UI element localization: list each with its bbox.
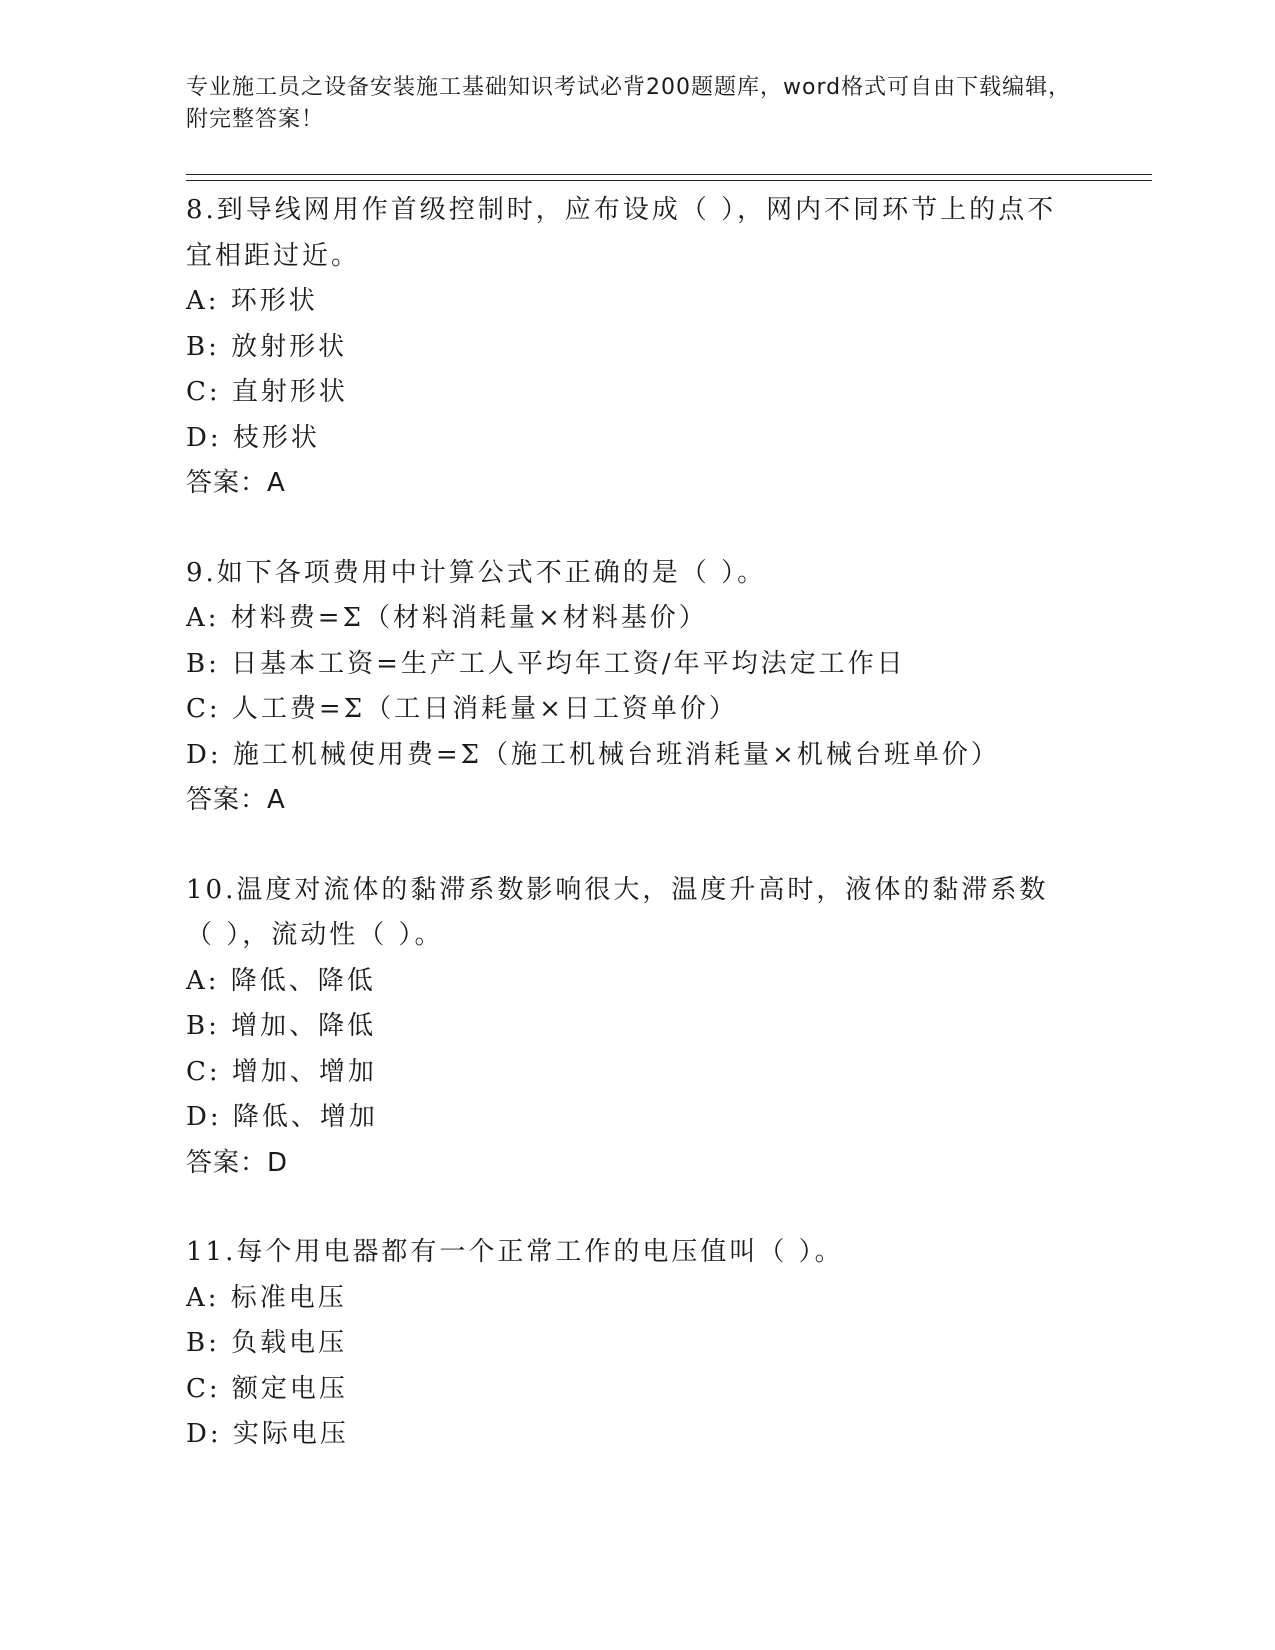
- option-c: C: 直射形状: [186, 377, 348, 407]
- header-divider-bottom: [186, 180, 1152, 181]
- question-stem: 8.到导线网用作首级控制时，应布设成（ ），网内不同环节上的点不宜相距过近。: [186, 195, 1057, 271]
- document-header: 专业施工员之设备安装施工基础知识考试必背200题题库，word格式可自由下载编辑，附完整答案！: [186, 75, 1072, 132]
- question-10: [186, 868, 1086, 1187]
- option-a: A: 标准电压: [186, 1282, 347, 1313]
- answer-label: 答案：A: [186, 468, 286, 498]
- option-d: D: 施工机械使用费=Σ（施工机械台班消耗量×机械台班单价）: [186, 739, 1000, 770]
- option-c: C: 增加、增加: [186, 1056, 377, 1087]
- question-list: [186, 188, 1086, 1502]
- question-11: [186, 1230, 1086, 1458]
- option-d: D: 实际电压: [186, 1419, 349, 1449]
- question-8: [186, 188, 1086, 507]
- option-c: C: 人工费=Σ（工日消耗量×日工资单价）: [186, 694, 738, 724]
- option-c: C: 额定电压: [186, 1373, 348, 1404]
- question-9: [186, 551, 1086, 824]
- answer-label: 答案：D: [186, 1147, 289, 1178]
- option-a: A: 材料费=Σ（材料消耗量×材料基价）: [186, 603, 708, 633]
- option-a: A: 降低、降低: [186, 965, 376, 996]
- option-b: B: 放射形状: [186, 331, 348, 362]
- option-d: D: 枝形状: [186, 422, 320, 453]
- option-b: B: 增加、降低: [186, 1011, 377, 1041]
- option-d: D: 降低、增加: [186, 1102, 378, 1132]
- question-stem: 9.如下各项费用中计算公式不正确的是（ ）。: [186, 557, 767, 588]
- option-a: A: 环形状: [186, 286, 318, 316]
- header-divider-top: [186, 174, 1152, 175]
- option-b: B: 日基本工资=生产工人平均年工资/年平均法定工作日: [186, 648, 906, 679]
- answer-label: 答案：A: [186, 785, 286, 815]
- option-b: B: 负载电压: [186, 1328, 348, 1358]
- question-stem: 10.温度对流体的黏滞系数影响很大，温度升高时，液体的黏滞系数（ ），流动性（ ）。: [186, 874, 1049, 950]
- question-stem: 11.每个用电器都有一个正常工作的电压值叫（ ）。: [186, 1237, 844, 1267]
